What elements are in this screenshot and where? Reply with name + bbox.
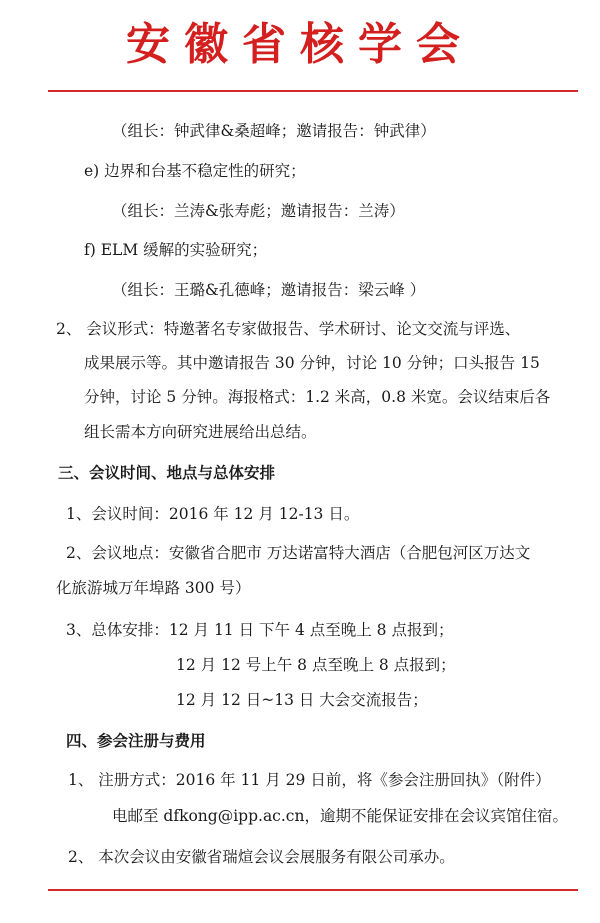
group-f-leaders: （组长：王璐&孔德峰；邀请报告：梁云峰 ） [112, 281, 426, 299]
s3-item3-line2: 12 月 12 号上午 8 点至晚上 8 点报到； [176, 656, 456, 674]
s3-item1: 1、会议时间：2016 年 12 月 12-13 日。 [66, 505, 360, 523]
header-divider [48, 90, 578, 92]
group-e-leaders: （组长：兰涛&张寿彪；邀请报告：兰涛） [112, 202, 405, 220]
group-d-leaders: （组长：钟武律&桑超峰；邀请报告：钟武律） [112, 122, 436, 140]
s4-item1-line1: 1、 注册方式：2016 年 11 月 29 日前，将《参会注册回执》（附件） [68, 771, 551, 789]
section4-title: 四、参会注册与费用 [66, 732, 206, 750]
s4-item2: 2、 本次会议由安徽省瑞煊会议会展服务有限公司承办。 [68, 848, 455, 866]
s3-item3-line1: 3、总体安排：12 月 11 日 下午 4 点至晚上 8 点报到； [66, 621, 454, 639]
letterhead-title: 安徽省核学会 [126, 19, 474, 70]
item2-line1: 2、 会议形式：特邀著名专家做报告、学术研讨、论文交流与评选、 [56, 320, 521, 338]
section3-title: 三、会议时间、地点与总体安排 [58, 464, 276, 482]
item2-line2: 成果展示等。其中邀请报告 30 分钟，讨论 10 分钟；口头报告 15 [84, 354, 540, 372]
s3-item2-line1: 2、会议地点：安徽省合肥市 万达诺富特大酒店（合肥包河区万达文 [66, 544, 531, 562]
topic-f: f) ELM 缓解的实验研究； [84, 241, 268, 259]
item2-line4: 组长需本方向研究进展给出总结。 [84, 423, 317, 441]
s3-item3-line3: 12 月 12 日~13 日 大会交流报告； [176, 691, 428, 709]
s3-item2-line2: 化旅游城万年埠路 300 号） [56, 579, 251, 597]
item2-line3: 分钟，讨论 5 分钟。海报格式：1.2 米高，0.8 米宽。会议结束后各 [84, 388, 551, 406]
s4-item1-line2: 电邮至 dfkong@ipp.ac.cn，逾期不能保证安排在会议宾馆住宿。 [112, 807, 568, 825]
topic-e: e) 边界和台基不稳定性的研究； [84, 162, 306, 180]
footer-divider [48, 889, 578, 891]
